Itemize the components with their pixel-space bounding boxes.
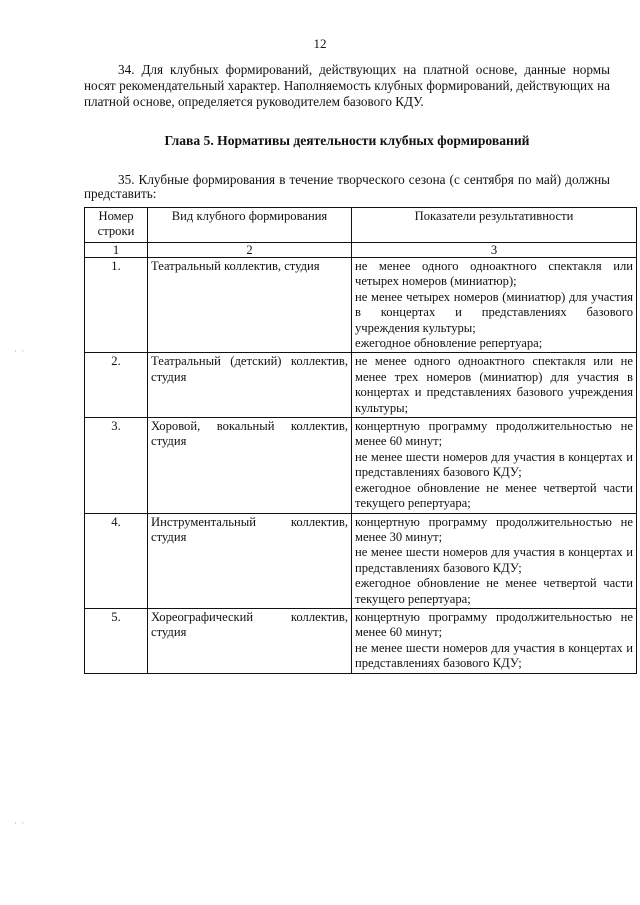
row-number: 2. [85,353,148,418]
chapter-title: Глава 5. Нормативы деятельности клубных формирований [164,133,530,148]
row-number: 3. [85,418,148,513]
indicator-item: концертную программу продолжительностью не менее 30 минут; [355,514,633,544]
indicator-item: не менее одного одноактного спектакля или четырех номеров (миниатюр); [355,259,633,289]
table-body [85,258,637,674]
indicator-list [355,610,633,672]
indicators-cell [352,353,637,418]
row-number: 5. [85,608,148,673]
club-norms-table [84,207,637,674]
club-type: Театральный коллектив, студия [148,258,352,353]
scan-artifact: · · [14,818,26,828]
club-type: Инструментальный коллектив, студия [148,513,352,608]
club-type: Хоровой, вокальный коллектив, студия [148,418,352,513]
indicator-item: не менее четырех номеров (миниатюр) для участия в концертах и представлениях базового учреждения культуры; [355,289,633,335]
table-row [85,258,637,353]
column-number: 2 [148,243,352,258]
indicator-item: ежегодное обновление не менее четвертой части текущего репертуара; [355,480,633,511]
indicator-item: не менее шести номеров для участия в концертах и представлениях базового КДУ; [355,640,633,671]
paragraph-34: 34. Для клубных формирований, действующих на платной основе, данные нормы носят рекомендательный характер. Наполняемость клубных формирований, действующих на платной основе, определяется руководителем базового КДУ. [84,62,610,109]
indicator-item: концертную программу продолжительностью не менее 60 минут; [355,419,633,449]
column-number: 3 [352,243,637,258]
indicator-list [355,354,633,416]
row-number: 4. [85,513,148,608]
table-header-row [85,208,637,243]
club-type: Хореографический коллектив, студия [148,608,352,673]
paragraph-35: 35. Клубные формирования в течение творческого сезона (с сентября по май) должны представить: [84,172,610,201]
indicator-list [355,515,633,607]
scan-artifact: · · [14,346,26,356]
indicator-list [355,259,633,351]
column-number: 1 [85,243,148,258]
indicators-cell [352,418,637,513]
indicator-item: ежегодное обновление не менее четвертой части текущего репертуара; [355,576,633,606]
page-number: 12 [313,36,327,51]
indicators-cell [352,258,637,353]
indicator-item: не менее шести номеров для участия в концертах и представлениях базового КДУ; [355,545,633,575]
indicators-cell [352,513,637,608]
indicator-list [355,419,633,511]
header-row-number: Номер строки [85,208,148,243]
club-type: Театральный (детский) коллектив, студия [148,353,352,418]
indicator-item: не менее шести номеров для участия в концертах и представлениях базового КДУ; [355,449,633,480]
header-club-type: Вид клубного формирования [148,208,352,243]
column-number-row [85,243,637,258]
table-row [85,418,637,513]
indicator-item: не менее одного одноактного спектакля или не менее трех номеров (миниатюр) для участия в концертах и представлениях базового учреждения культуры; [355,354,633,415]
indicator-item: концертную программу продолжительностью не менее 60 минут; [355,609,633,640]
table-row [85,608,637,673]
table-row [85,513,637,608]
header-indicators: Показатели результативности [352,208,637,243]
indicator-item: ежегодное обновление репертуара; [355,336,543,351]
row-number: 1. [85,258,148,353]
table-row [85,353,637,418]
indicators-cell [352,608,637,673]
